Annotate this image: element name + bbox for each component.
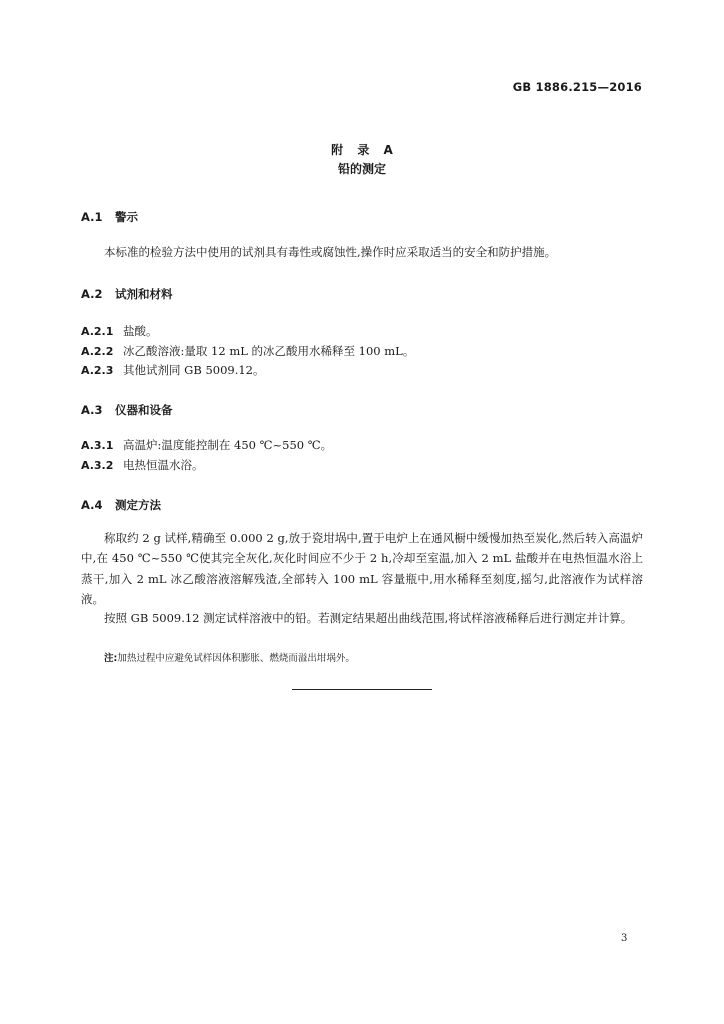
item-text: 高温炉:温度能控制在 450 ℃~550 ℃。 (123, 438, 333, 452)
item-number: A.2.1 (81, 325, 114, 338)
section-heading-a4 (81, 497, 161, 513)
note (104, 650, 355, 664)
standard-code: GB 1886.215—2016 (512, 80, 642, 94)
end-of-appendix-rule (292, 689, 432, 690)
section-number: A.4 (81, 498, 103, 512)
item-text: 盐酸。 (123, 324, 158, 338)
list-item (81, 437, 332, 453)
section-heading-a2 (81, 286, 173, 302)
section-heading-a3 (81, 402, 173, 418)
section-number: A.2 (81, 287, 103, 301)
procedure-paragraph: 称取约 2 g 试样,精确至 0.000 2 g,放于瓷坩埚中,置于电炉上在通风橱中缓慢加热至炭化,然后转入高温炉中,在 450 ℃~550 ℃使其完全灰化,灰化时间应不少于 2 h,冷却至室温,加入 2 mL 盐酸并在电热恒温水浴上蒸干,加入 2 mL 冰乙酸溶液溶解残渣,全部转入 100 mL 容量瓶中,用水稀释至刻度,摇匀,此溶液作为试样溶液。 (81, 531, 643, 606)
list-item (81, 343, 414, 359)
note-text: 加热过程中应避免试样因体积膨胀、燃烧而溢出坩埚外。 (117, 653, 355, 664)
item-text: 其他试剂同 GB 5009.12。 (123, 363, 265, 377)
list-item (81, 457, 204, 473)
appendix-subtitle: 铅的测定 (337, 162, 386, 176)
note-label: 注: (104, 653, 118, 664)
item-number: A.3.2 (81, 459, 114, 472)
list-item (81, 323, 158, 339)
section-title: 试剂和材料 (115, 287, 173, 301)
item-number: A.2.2 (81, 345, 114, 358)
item-text: 电热恒温水浴。 (123, 458, 204, 472)
page-number: 3 (621, 933, 628, 944)
item-text: 冰乙酸溶液:量取 12 mL 的冰乙酸用水稀释至 100 mL。 (123, 344, 415, 358)
calculation-paragraph: 按照 GB 5009.12 测定试样溶液中的铅。若测定结果超出曲线范围,将试样溶液稀释后进行测定并计算。 (104, 611, 633, 625)
list-item (81, 362, 265, 378)
section-heading-a1 (81, 209, 138, 225)
item-number: A.2.3 (81, 364, 114, 377)
appendix-title: 附 录 A (331, 143, 393, 157)
section-title: 警示 (115, 210, 139, 224)
section-title: 测定方法 (115, 498, 162, 512)
section-number: A.1 (81, 210, 103, 224)
section-number: A.3 (81, 403, 103, 417)
section-title: 仪器和设备 (115, 403, 173, 417)
warning-paragraph: 本标准的检验方法中使用的试剂具有毒性或腐蚀性,操作时应采取适当的安全和防护措施。 (104, 245, 557, 259)
item-number: A.3.1 (81, 439, 114, 452)
